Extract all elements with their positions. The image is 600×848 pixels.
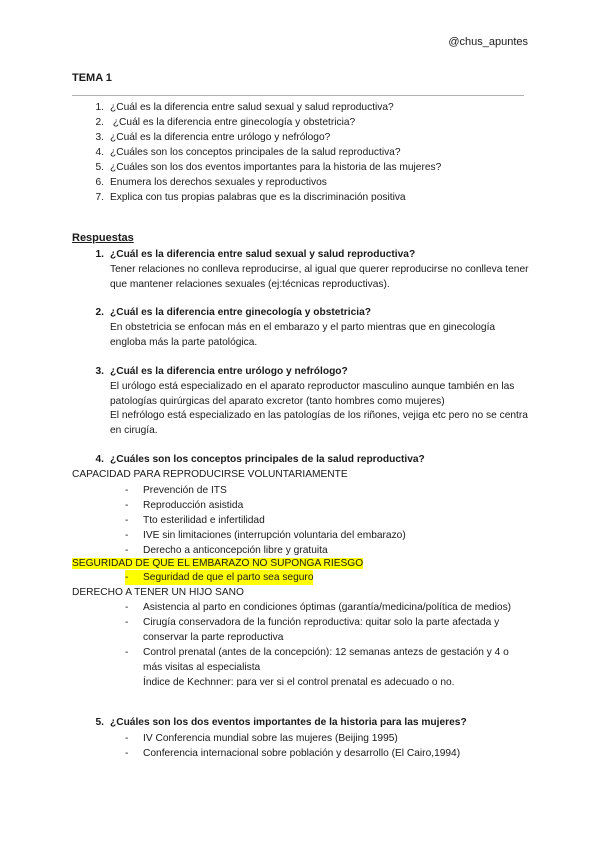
section-title: TEMA 1	[72, 72, 112, 84]
answer-2	[72, 306, 532, 350]
list-item: - Reproducción asistida	[125, 500, 244, 511]
answer-1	[72, 248, 532, 292]
answer-question: 1. ¿Cuál es la diferencia entre salud sexual y salud reproductiva?	[95, 249, 416, 260]
divider	[72, 95, 524, 96]
list-item: 1. ¿Cuál es la diferencia entre salud sexual y salud reproductiva?	[95, 102, 394, 113]
list-item: 7. Explica con tus propias palabras que es la discriminación positiva	[95, 192, 406, 203]
concept-heading-1: CAPACIDAD PARA REPRODUCIRSE VOLUNTARIAMENTE	[72, 469, 348, 480]
events-list	[125, 731, 530, 761]
list-item: - Conferencia internacional sobre población y desarrollo (El Cairo,1994)	[125, 748, 461, 759]
list-item: - Asistencia al parto en condiciones óptimas (garantía/medicina/política de medios)	[125, 602, 512, 613]
answer-text: Tener relaciones no conlleva reproducirse, al igual que querer reproducirse no conlleva tener que mantener relaciones sexuales (ej:técnicas reproductivas).	[110, 263, 529, 290]
list-item: 2. ¿Cuál es la diferencia entre ginecología y obstetricia?	[95, 117, 356, 128]
concept-list-3	[125, 600, 530, 690]
list-item: - IVE sin limitaciones (interrupción voluntaria del embarazo)	[125, 530, 406, 541]
answers-heading: Respuestas	[72, 232, 134, 244]
concept-list-2	[125, 570, 530, 585]
answer-question: 4. ¿Cuáles son los conceptos principales de la salud reproductiva?	[95, 454, 425, 465]
answer-text: En obstetricia se enfocan más en el embarazo y el parto mientras que en ginecología engloba más la parte patológica.	[110, 321, 496, 348]
list-item: 3. ¿Cuál es la diferencia entre urólogo y nefrólogo?	[95, 132, 331, 143]
list-item: 5. ¿Cuáles son los dos eventos importantes para la historia de las mujeres?	[95, 162, 442, 173]
answer-3	[72, 365, 532, 439]
answer-text: El urólogo está especializado en el aparato reproductor masculino aunque también en las patologías quirúrgicas del aparato excretor (tanto hombres como mujeres) El nefrólogo está especializado en las patologías de los riñones, vejiga etc pero no se centra en cirugía.	[110, 380, 528, 437]
concept-heading-2: SEGURIDAD DE QUE EL EMBARAZO NO SUPONGA RIESGO	[72, 558, 364, 569]
answer-question: 3. ¿Cuál es la diferencia entre urólogo y nefrólogo?	[95, 366, 348, 377]
answer-question: 2. ¿Cuál es la diferencia entre ginecología y obstetricia?	[95, 307, 371, 318]
list-item: - Cirugía conservadora de la función reproductiva: quitar solo la parte afectada y conservar la parte reproductiva	[125, 617, 500, 643]
answer-question: 5. ¿Cuáles son los dos eventos importantes de la historia para las mujeres?	[95, 717, 467, 728]
list-note: Índice de Kechnner: para ver si el control prenatal es adecuado o no.	[143, 677, 455, 688]
list-item: 6. Enumera los derechos sexuales y reproductivos	[95, 177, 327, 188]
list-item: - Prevención de ITS	[125, 485, 227, 496]
author-handle: @chus_apuntes	[448, 36, 528, 48]
list-item: - Tto esterilidad e infertilidad	[125, 515, 265, 526]
list-item: - Control prenatal (antes de la concepción): 12 semanas antezs de gestación y 4 o más visitas al especialista	[125, 647, 509, 673]
concept-list-1	[125, 483, 530, 558]
list-item: - Seguridad de que el parto sea seguro	[125, 572, 314, 583]
answer-5	[72, 716, 532, 731]
list-item: 4. ¿Cuáles son los conceptos principales de la salud reproductiva?	[95, 147, 401, 158]
concept-heading-3: DERECHO A TENER UN HIJO SANO	[72, 587, 244, 598]
question-list	[72, 100, 532, 205]
answer-4	[72, 453, 532, 468]
list-item: - Derecho a anticoncepción libre y gratuita	[125, 545, 328, 556]
list-item: - IV Conferencia mundial sobre las mujeres (Beijing 1995)	[125, 733, 398, 744]
